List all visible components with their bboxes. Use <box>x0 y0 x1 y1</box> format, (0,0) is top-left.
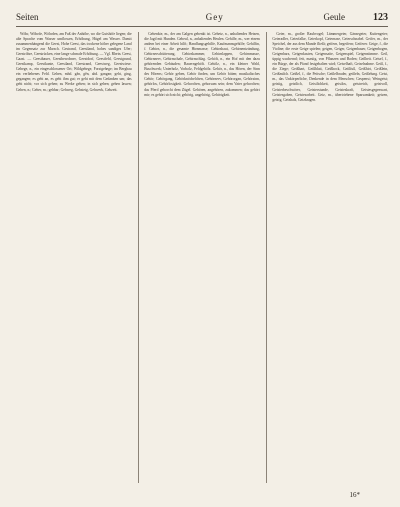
header-right-word: Geule <box>323 12 345 22</box>
running-header <box>16 8 388 27</box>
page-number: 123 <box>373 11 388 23</box>
column-right <box>272 32 388 483</box>
column-text: Wöhr, Wöhrde, Wöhrden, am Fuß der Anhöhe, wo die Gutshöfe liegen; die alte Sprache vom Wasser umflossen, Erhöhung, Hügel am Wasser. Damit zusammenhängend die Geest, Hohe Geest, das trockene höher gelegene Land im Gegensatz zur Marsch. Gestrand, Geestland, hohes sandiges Ufer; Geeströhre, Geestrücken, eine lange schmale Erhöhung. — Vgl. Rhein. Geest, Gaast. — Geestbauer, Geestbewohner, Geestdorf, Geestfeld, Geestgrund, Geestkamp, Geestkante, Geestland, Geestrand, Geestweg, Geestwiese. Gehege, n., ein eingeschlossener Ort; Wildgehege, Forstgehege; im Bergbau ein verliehenes Feld. Gehen, mhd. gân, gên, ahd. gangan; geht, ging, gegangen; es geht an, es geht ihm gut; er geht mit dem Gedanken um; das geht nicht; vor sich gehen; zu Werke gehen; in sich gehen; gehen lassen; Gehen, n.; Geher, m.; gehbar; Gehweg, Gehsteig, Gehwerk, Gehzeit. <box>16 32 132 92</box>
column-text: Gehenkte, m., der am Galgen gehenkt ist. Gehetz, n., anhaltendes Hetzen, die Jagd mit Hunden. Geheul, n., anhaltendes Heulen. Gehilfe, m., wer einem andern bei einer Arbeit hilft; Handlungsgehilfe, Kaufmannsgehilfe; Gehilfin, f. Gehirn, n., die gesamte Hirnmasse; Gehirnhaut, Gehirnentzündung, Gehirnerschütterung, Gehirnkammer, Gehirnlappen, Gehirnmasse, Gehirnnerv, Gehirnschale, Gehirnschlag. Gehöft, n., ein Hof mit den dazu gehörenden Gebäuden; Bauerngehöft. Gehölz, n., ein kleiner Wald, Buschwerk; Unterholz, Vorholz, Feldgehölz. Gehör, n., das Hören, der Sinn des Hörens; Gehör geben, Gehör finden, um Gehör bitten; musikalisches Gehör; Gehörgang, Gehörknöchelchen, Gehörnerv, Gehörorgan, Gehörsinn, gehörlos, Gehörlosigkeit. Gehorchen, gehorsam sein; dem Vater gehorchen; das Pferd gehorcht dem Zügel. Gehören, angehören, zukommen; das gehört mir; es gehört sich nicht; gehörig, ungehörig, Gehörigkeit. <box>144 32 260 97</box>
column-divider <box>138 32 139 483</box>
column-middle <box>144 32 260 483</box>
signature-mark: 16* <box>349 491 360 499</box>
header-right <box>324 12 389 23</box>
header-center-word: Gey <box>205 12 224 22</box>
text-columns <box>16 32 388 483</box>
column-divider <box>266 32 267 483</box>
column-left <box>16 32 132 483</box>
header-left-word: Seiten <box>16 12 39 22</box>
column-text: Geier, m., großer Raubvogel; Lämmergeier, Gänsegeier, Kuttengeier; Geieradler, Geierfalke, Geierkopf, Geiernase, Geierschnabel. Geifer, m., der Speichel, der aus dem Munde fließt; geifern, begeifern; Geiferer. Geige, f., die Violine; die erste Geige spielen; geigen, Geiger, Geigenbauer, Geigenbogen, Geigenharz, Geigenkasten, Geigensaite, Geigenspiel, Geigenstimme. Geil, üppig wuchernd; fett, mastig, von Pflanzen und Boden; Geilheit. Geisel, f., ein Bürge, der als Pfand festgehalten wird; Geiselhaft, Geiselnahme. Geiß, f., die Ziege; Geißbart, Geißblatt, Geißbock, Geißfuß, Geißhirt, Geißlein, Geißmilch. Geißel, f., die Peitsche; Geißelbruder, geißeln, Geißelung. Geist, m., das Unkörperliche, Denkende in dem Menschen; Gespenst; Weingeist; geistig, geistlich, Geistlichkeit, geistlos, geistreich, geistvoll, Geisterbeschwörer, Geisterstunde, Geisteskraft, Geistesgegenwart, Geistesgaben, Geistesarbeit. Geiz, m., übertriebene Sparsamkeit; geizen, geizig, Geizhals, Geizkragen. <box>272 32 389 102</box>
